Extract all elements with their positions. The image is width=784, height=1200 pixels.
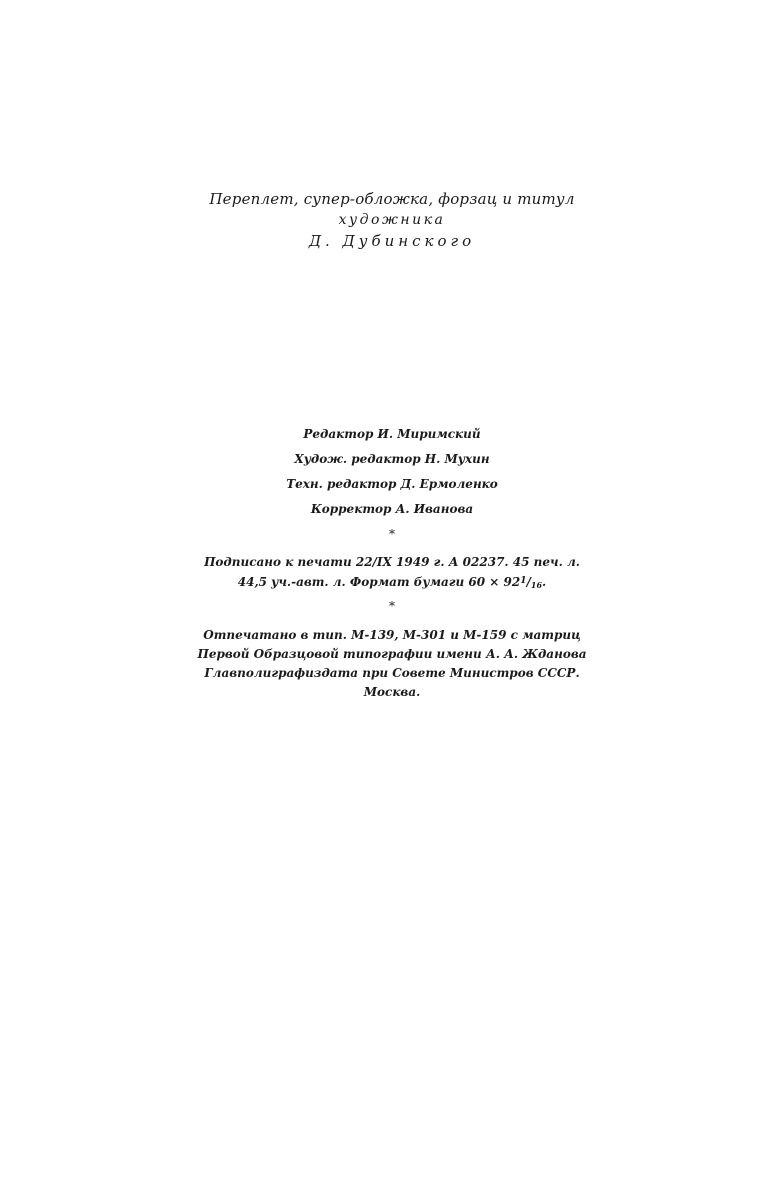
printing-house-info	[0, 626, 784, 702]
artist-credit	[0, 188, 784, 252]
credit-line-artist-label: художника	[338, 212, 446, 228]
separator-asterisk: *	[389, 527, 395, 541]
signed-line-2-text: 44,5 уч.-авт. л. Формат бумаги 60 × 92	[237, 575, 521, 589]
editorial-staff	[0, 422, 784, 522]
format-fraction-denominator: 16	[530, 580, 543, 590]
staff-tech-editor: Техн. редактор Д. Ермоленко	[286, 477, 498, 491]
printed-line-3: Главполиграфиздата при Совете Министров СССР.	[204, 666, 580, 680]
format-fraction-numerator: 1	[520, 576, 527, 586]
print-signing-info	[0, 553, 784, 595]
signed-line-1: Подписано к печати 22/IX 1949 г. А 02237. 45 печ. л.	[204, 555, 580, 569]
credit-line-binding: Переплет, супер-обложка, форзац и титул	[209, 190, 575, 208]
staff-proofreader: Корректор А. Иванова	[310, 502, 474, 516]
separator-asterisk: *	[389, 599, 395, 613]
printed-line-4: Москва.	[363, 685, 421, 699]
staff-art-editor: Худож. редактор Н. Мухин	[294, 452, 490, 466]
staff-editor: Редактор И. Миримский	[303, 427, 481, 441]
signed-line-2-end: .	[542, 575, 547, 589]
printed-line-1: Отпечатано в тип. М-139, М-301 и М-159 с матриц	[203, 628, 581, 642]
credit-line-artist-name: Д. Дубинского	[308, 232, 476, 250]
printed-line-2: Первой Образцовой типографии имени А. А. Жданова	[197, 647, 587, 661]
signed-line-2: 44,5 уч.-авт. л. Формат бумаги $60 \times 92^1/_{16}$.	[237, 575, 547, 590]
